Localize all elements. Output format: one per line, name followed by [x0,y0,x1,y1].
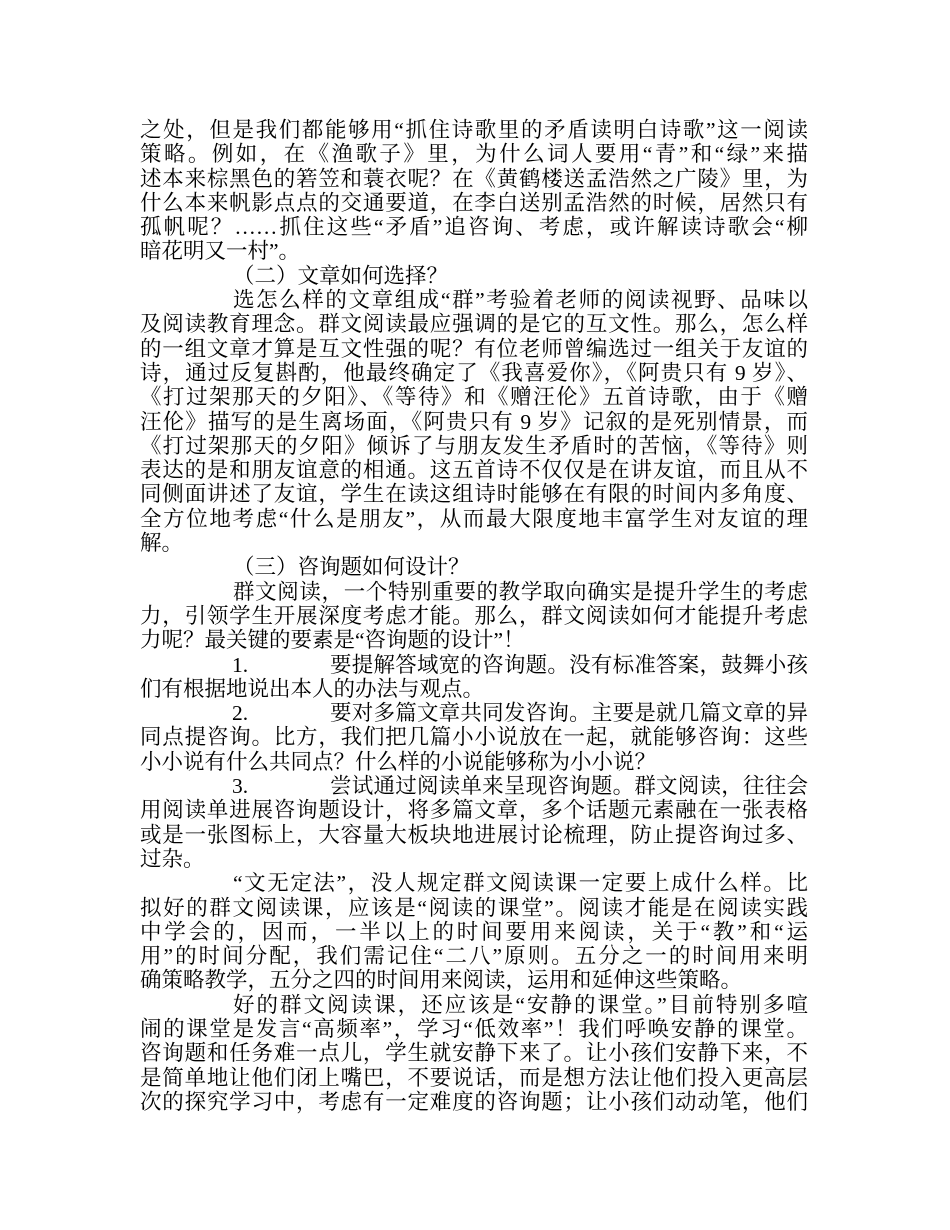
text-line: 要对多篇文章共同发咨询。主要是就几篇文章的异 [330,701,808,726]
text-line: 中学会的，因而，一半以上的时间要用来阅读，关于“教”和“运 [140,919,808,944]
paragraph-continued [140,118,808,264]
text-line: 过杂。 [140,846,205,871]
text-line: 孤帆呢？……抓住这些“矛盾”追咨询、考虑，或许解读诗歌会“柳 [140,215,808,240]
text-line: 是简单地让他们闭上嘴巴，不要说话，而是想方法让他们投入更高层 [140,1065,808,1090]
text-line: 之处，但是我们都能够用“抓住诗歌里的矛盾读明白诗歌”这一阅读 [140,118,808,142]
text-line: 同点提咨询。比方，我们把几篇小小说放在一起，就能够咨询：这些 [140,725,808,750]
text-line: 们有根据地说出本人的办法与观点。 [140,676,485,701]
text-line: 群文阅读，一个特别重要的教学取向确实是提升学生的考虑 [233,579,808,604]
text-line: 用”的时间分配，我们需记住“二八”原则。五分之一的时间用来明 [140,944,808,969]
text-line: 述本来棕黑色的箬笠和蓑衣呢？在《黄鹤楼送孟浩然之广陵》里，为 [140,166,808,191]
text-line: 汪伦》描写的是生离场面，《阿贵只有 9 岁》记叙的是死别情景，而 [140,409,808,434]
text-line: 解。 [140,531,184,556]
list-item-first-line [140,774,808,798]
paragraph [140,871,808,992]
text-line: 次的探究学习中，考虑有一定难度的咨询题；让小孩们动动笔，他们 [140,1089,808,1114]
text-line: 或是一张图标上，大容量大板块地进展讨论梳理，防止提咨询过多、 [140,822,808,847]
section-heading: （三）咨询题如何设计？ [233,555,470,580]
text-line: 《打过架那天的夕阳》倾诉了与朋友发生矛盾时的苦恼，《等待》则 [140,433,808,458]
text-line: 及阅读教育理念。群文阅读最应强调的是它的互文性。那么，怎么样 [140,312,808,337]
text-line: 《打过架那天的夕阳》、《等待》和《赠汪伦》五首诗歌，由于《赠 [140,385,808,410]
text-line: 力呢？最关键的要素是“咨询题的设计”！ [140,628,525,653]
text-line: 策略。例如，在《渔歌子》里，为什么词人要用“青”和“绿”来描 [140,142,808,167]
text-line: 暗花明又一村”。 [140,239,301,264]
text-line: 用阅读单进展咨询题设计，将多篇文章，多个话题元素融在一张表格 [140,798,808,823]
paragraph [140,580,808,653]
text-line: 要提解答域宽的咨询题。没有标准答案，鼓舞小孩 [330,652,808,677]
text-line: 拟好的群文阅读课，应该是“阅读的课堂”。阅读才能是在阅读实践 [140,895,808,920]
text-line: 表达的是和朋友谊意的相通。这五首诗不仅仅是在讲友谊，而且从不 [140,458,808,483]
list-item-first-line [140,701,808,725]
text-line: 力，引领学生开展深度考虑才能。那么，群文阅读如何才能提升考虑 [140,603,808,628]
list-item [140,653,808,702]
document-body [140,118,808,1114]
list-item-first-line [140,653,808,677]
text-line: 什么本来帆影点点的交通要道，在李白送别孟浩然的时候，居然只有 [140,190,808,215]
list-item [140,701,808,774]
text-line: 咨询题和任务难一点儿，学生就安静下来了。让小孩们安静下来，不 [140,1041,808,1066]
text-line: 的一组文章才算是互文性强的呢？有位老师曾编选过一组关于友谊的 [140,336,808,361]
paragraph [140,993,808,1114]
text-line: 选怎么样的文章组成“群”考验着老师的阅读视野、品味以 [233,288,808,313]
text-line: 小小说有什么共同点？什么样的小说能够称为小小说？ [140,749,657,774]
paragraph [140,288,808,555]
list-number: 2. [232,701,249,726]
text-line: 好的群文阅读课，还应该是“安静的课堂。”目前特别多喧 [233,992,808,1017]
text-line: “文无定法”，没人规定群文阅读课一定要上成什么样。比 [233,871,808,896]
section-heading: （二）文章如何选择？ [233,263,449,288]
list-item [140,774,808,871]
list-number: 3. [232,774,249,799]
text-line: 闹的课堂是发言“高频率”，学习“低效率”！我们呼唤安静的课堂。 [140,1016,808,1041]
text-line: 确策略教学，五分之四的时间用来阅读，运用和延伸这些策略。 [140,968,743,993]
text-line: 同侧面讲述了友谊，学生在读这组诗时能够在有限的时间内多角度、 [140,482,808,507]
text-line: 诗，通过反复斟酌，他最终确定了《我喜爱你》，《阿贵只有 9 岁》、 [140,360,808,385]
text-line: 尝试通过阅读单来呈现咨询题。群文阅读，往往会 [330,774,808,799]
text-line: 全方位地考虑“什么是朋友”，从而最大限度地丰富学生对友谊的理 [140,506,808,531]
list-number: 1. [232,652,249,677]
